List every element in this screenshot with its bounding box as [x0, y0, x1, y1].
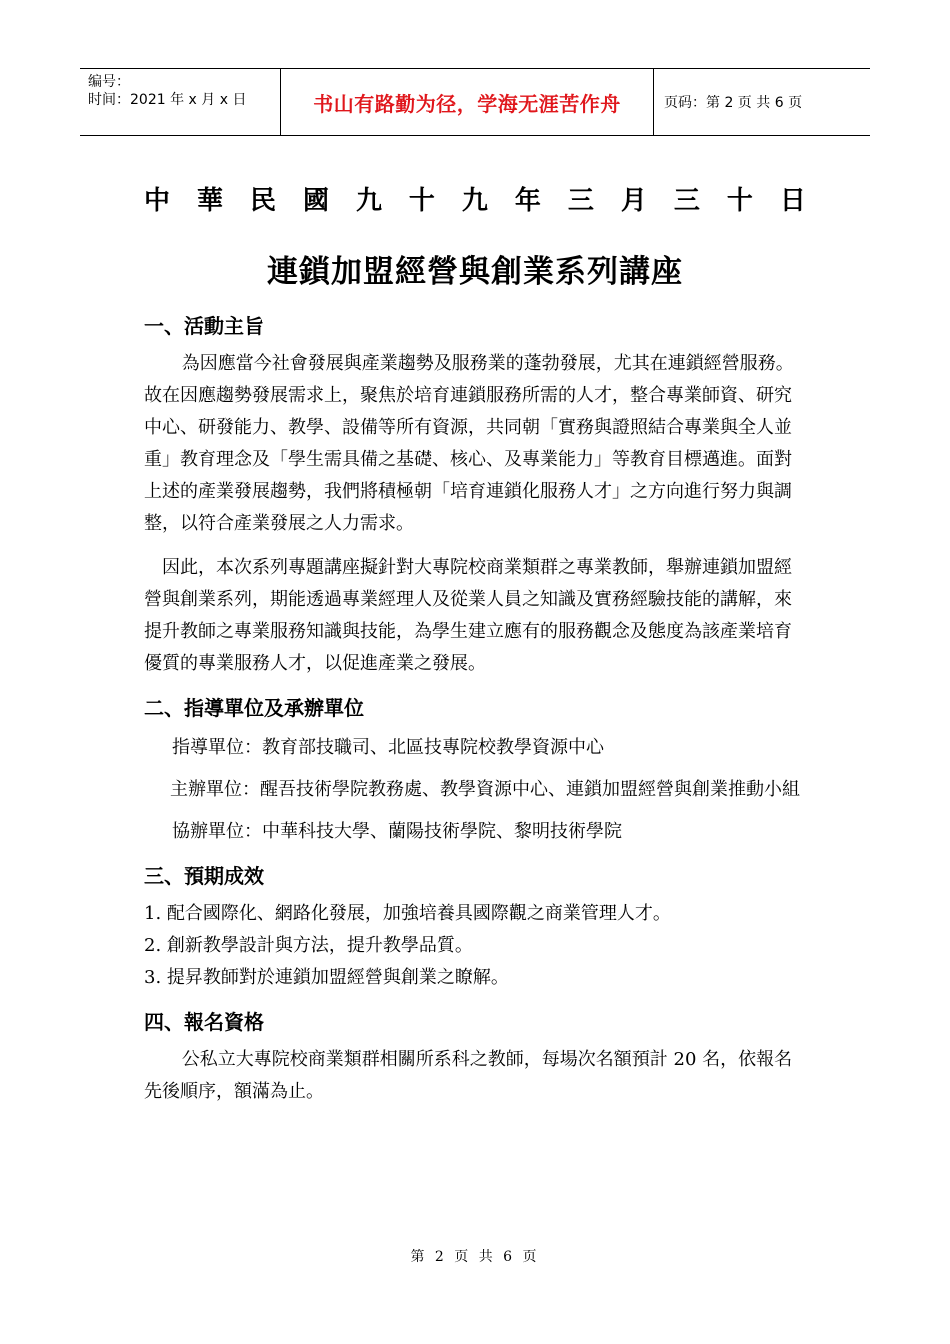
- host-unit-row: [144, 774, 808, 806]
- co-unit-value: 中華科技大學、蘭陽技術學院、黎明技術學院: [262, 821, 622, 842]
- document-time: 时间：2021 年 x 月 x 日: [88, 92, 247, 108]
- document-number: 编号：: [88, 74, 130, 90]
- guide-unit-label: 指導單位：: [172, 737, 262, 758]
- page-footer: 第 2 页 共 6 页: [410, 1249, 540, 1265]
- date-char: 三: [567, 186, 594, 216]
- section-purpose: [144, 310, 808, 680]
- date-char: 九: [355, 186, 382, 216]
- purpose-paragraph-2: 因此，本次系列專題講座擬針對大專院校商業類群之專業教師，舉辦連鎖加盟經營與創業系列，期能透過專業經理人及從業人員之知識及實務經驗技能的講解，來提升教師之專業服務知識與技能，為學生建立應有的服務觀念及態度為該產業培育優質的專業服務人才，以促進產業之發展。: [144, 557, 792, 674]
- date-char: 日: [779, 186, 806, 216]
- list-item: 3. 提昇教師對於連鎖加盟經營與創業之瞭解。: [144, 967, 509, 988]
- list-item: 1. 配合國際化、網路化發展，加強培養具國際觀之商業管理人才。: [144, 903, 671, 924]
- date-char: 九: [461, 186, 488, 216]
- section-heading: 一、活動主旨: [144, 314, 264, 338]
- date-char: 三: [673, 186, 700, 216]
- date-char: 國: [302, 186, 329, 216]
- purpose-paragraph-1: 為因應當今社會發展與產業趨勢及服務業的蓬勃發展，尤其在連鎖經營服務。故在因應趨勢發展需求上，聚焦於培育連鎖服務所需的人才，整合專業師資、研究中心、研發能力、教學、設備等所有資源，共同朝「實務與證照結合專業與全人並重」教育理念及「學生需具備之基礎、核心、及專業能力」等教育目標邁進。面對上述的產業發展趨勢，我們將積極朝「培育連鎖化服務人才」之方向進行努力與調整，以符合產業發展之人力需求。: [144, 353, 794, 534]
- eligibility-paragraph: 公私立大專院校商業類群相關所系科之教師，每場次名額預計 20 名，依報名先後順序，額滿為止。: [144, 1049, 793, 1102]
- header-meta: [80, 69, 280, 135]
- co-unit-row: [144, 816, 808, 848]
- date-char: 十: [726, 186, 753, 216]
- date-char: 年: [514, 186, 541, 216]
- date-line: [144, 180, 806, 217]
- section-heading: 三、預期成效: [144, 864, 264, 888]
- guide-unit-value: 教育部技職司、北區技專院校教學資源中心: [262, 737, 604, 758]
- page-header: [80, 68, 870, 136]
- section-heading: 四、報名資格: [144, 1010, 264, 1034]
- document-body: [144, 310, 808, 1108]
- section-heading: 二、指導單位及承辦單位: [144, 696, 364, 720]
- host-unit-value: 醒吾技術學院教務處、教學資源中心、連鎖加盟經營與創業推動小組: [260, 779, 800, 800]
- guide-unit-row: [144, 732, 808, 764]
- host-unit-label: 主辦單位：: [170, 779, 260, 800]
- date-char: 民: [249, 186, 276, 216]
- header-page-info: 页码：第 2 页 共 6 页: [664, 95, 803, 111]
- section-eligibility: [144, 1006, 808, 1108]
- co-unit-label: 協辦單位：: [172, 821, 262, 842]
- date-char: 月: [620, 186, 647, 216]
- header-motto: 书山有路勤为径，学海无涯苦作舟: [280, 69, 654, 135]
- list-item: 2. 創新教學設計與方法，提升教學品質。: [144, 935, 473, 956]
- date-char: 中: [144, 186, 171, 216]
- document-title: 連鎖加盟經營與創業系列講座: [267, 254, 683, 290]
- date-char: 華: [196, 186, 223, 216]
- date-char: 十: [408, 186, 435, 216]
- section-expected-results: [144, 860, 808, 994]
- section-organizers: [144, 692, 808, 848]
